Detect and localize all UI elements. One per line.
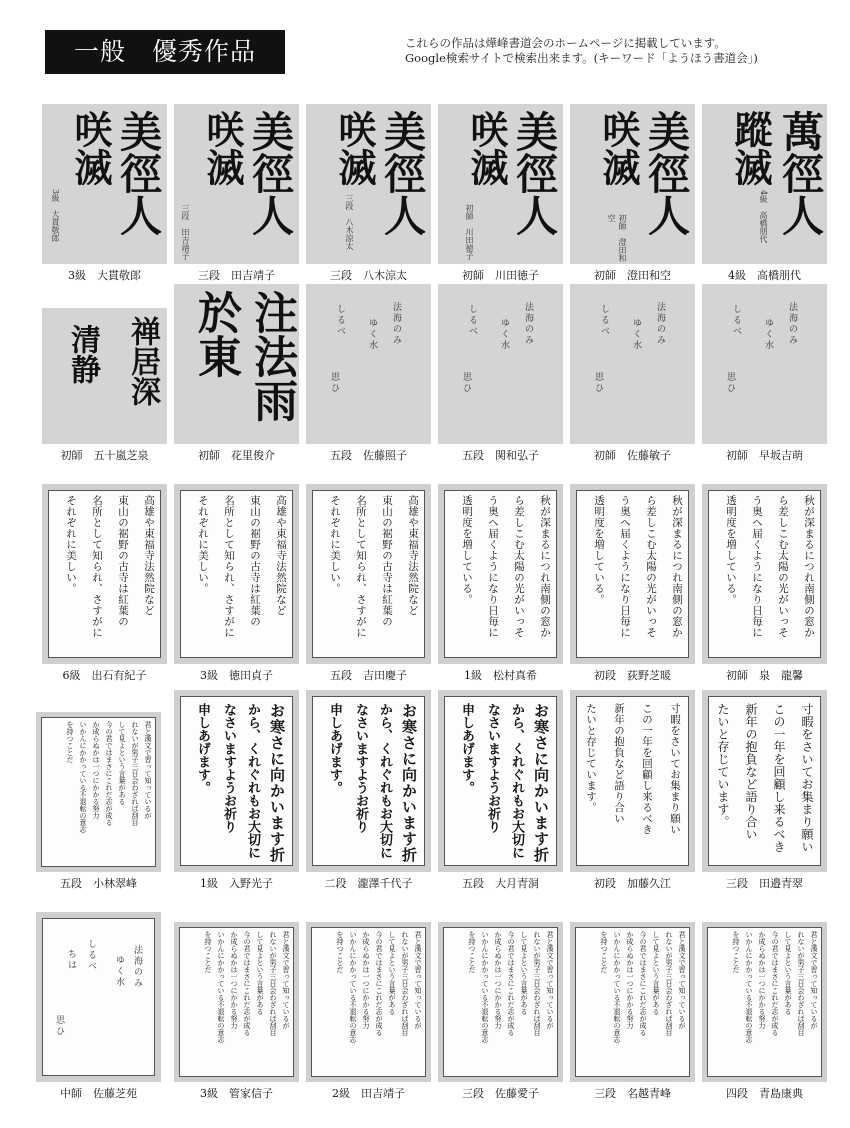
- signature: 思ひ: [461, 372, 471, 394]
- artwork-image: [174, 284, 299, 444]
- artwork-caption: 五段 吉田慶子: [330, 669, 407, 682]
- artwork-image: [570, 690, 695, 872]
- intro-line-1: これらの作品は燁峰書道会のホームページに掲載しています。: [405, 36, 726, 50]
- calligraphy-column: 於東: [190, 290, 241, 378]
- artwork-card[interactable]: [438, 284, 563, 463]
- artwork-image: [702, 284, 827, 444]
- artwork-caption: 初師 佐藤敏子: [594, 449, 671, 462]
- text-column: 秋が深まるにつれ南側の窓か: [803, 495, 815, 638]
- signature: 3級 大貫敬郎: [51, 189, 60, 243]
- text-column: いかんにかかっている不退転の意志: [349, 931, 357, 1043]
- text-column: れないが男子三日会わざれば刮目: [269, 931, 277, 1036]
- calligraphy-column: 萬徑人: [776, 110, 825, 236]
- artwork-image: [306, 922, 431, 1082]
- intro-text: [405, 36, 758, 66]
- artwork-card[interactable]: [570, 922, 695, 1101]
- text-column: して見よという言葉がある: [388, 931, 396, 1015]
- artwork-image: [174, 922, 299, 1082]
- text-column: れないが男子三日会わざれば刮目: [533, 931, 541, 1036]
- calligraphy-column: 法海のみ: [132, 945, 142, 989]
- calligraphy-column: ゆく水: [499, 318, 509, 351]
- artwork-card[interactable]: [438, 922, 563, 1101]
- artwork-card[interactable]: [438, 690, 563, 891]
- text-column: して見よという言葉がある: [118, 721, 126, 805]
- artwork-image: [570, 922, 695, 1082]
- text-column: か成らぬかは一つにかかる努力: [92, 721, 100, 819]
- text-column: して見よという言葉がある: [652, 931, 660, 1015]
- text-column: ら差しこむ太陽の光がいっそ: [645, 495, 657, 638]
- text-column: 君と漢文で習って知っているが: [810, 931, 818, 1029]
- text-column: 名所として知られ、さすがに: [355, 495, 367, 638]
- text-column: 君と漢文で習って知っているが: [144, 721, 152, 819]
- text-column: 新年の抱負など語り合い: [613, 703, 625, 824]
- text-column: 今の君ではまさにこれだ志が成る: [375, 931, 383, 1036]
- artwork-card[interactable]: [42, 104, 167, 283]
- text-column: して見よという言葉がある: [520, 931, 528, 1015]
- signature: 初師 澄田和空: [607, 214, 627, 262]
- artwork-card[interactable]: [306, 690, 431, 891]
- text-column: を持つことだ: [600, 931, 608, 973]
- text-column: それぞれに美しい。: [329, 495, 341, 594]
- text-column: か成らぬかは一つにかかる努力: [362, 931, 370, 1029]
- text-column: いかんにかかっている不退転の意志: [217, 931, 225, 1043]
- artwork-image: [438, 284, 563, 444]
- text-column: から、くれぐれもお大切に: [245, 703, 260, 859]
- signature: 思ひ: [725, 372, 735, 394]
- artwork-card[interactable]: [42, 308, 167, 463]
- artwork-image: [174, 690, 299, 872]
- artwork-card[interactable]: [570, 284, 695, 463]
- artwork-card[interactable]: [570, 104, 695, 283]
- calligraphy-column: 蹤滅: [728, 110, 773, 186]
- artwork-image: [438, 484, 563, 664]
- calligraphy-column: しるべ: [731, 304, 741, 337]
- artwork-image: [702, 104, 827, 264]
- text-column: から、くれぐれもお大切に: [509, 703, 524, 859]
- artwork-caption: 3級 管家信子: [200, 1087, 273, 1100]
- text-column: 高雄や東福寺法然院など: [407, 495, 419, 616]
- text-column: を持つことだ: [204, 931, 212, 973]
- text-column: して見よという言葉がある: [784, 931, 792, 1015]
- artwork-caption: 6級 出石有紀子: [62, 669, 147, 682]
- artwork-image: [174, 484, 299, 664]
- artwork-caption: 三段 八木涼太: [330, 269, 407, 282]
- artwork-caption: 初師 五十嵐芝泉: [60, 449, 149, 462]
- artwork-caption: 三段 田吉靖子: [198, 269, 275, 282]
- text-column: ら差しこむ太陽の光がいっそ: [513, 495, 525, 638]
- text-column: なさいますようお祈り: [485, 703, 500, 833]
- text-column: 君と漢文で習って知っているが: [414, 931, 422, 1029]
- text-column: 秋が深まるにつれ南側の窓か: [671, 495, 683, 638]
- artwork-card[interactable]: [438, 484, 563, 683]
- artwork-caption: 中師 佐藤芝苑: [60, 1087, 137, 1100]
- text-column: いかんにかかっている不退転の意志: [745, 931, 753, 1043]
- artwork-image: [42, 308, 167, 444]
- calligraphy-column: 咲滅: [596, 110, 641, 186]
- artwork-card[interactable]: [702, 922, 827, 1101]
- artwork-card[interactable]: [42, 484, 167, 683]
- artwork-card[interactable]: [174, 690, 299, 891]
- text-column: れないが男子三日会わざれば刮目: [131, 721, 139, 826]
- artwork-card[interactable]: [570, 484, 695, 683]
- text-column: お寒さに向かいます折: [268, 703, 286, 863]
- text-column: 東山の裾野の古寺は紅葉の: [117, 495, 129, 627]
- text-column: 高雄や東福寺法然院など: [143, 495, 155, 616]
- text-column: 申しあげます。: [459, 703, 474, 794]
- text-column: 高雄や東福寺法然院など: [275, 495, 287, 616]
- text-column: この一年を回顧し来るべき: [641, 703, 653, 835]
- text-column: ら差しこむ太陽の光がいっそ: [777, 495, 789, 638]
- text-column: う奥へ届くようになり日毎に: [619, 495, 631, 638]
- text-column: 今の君ではまさにこれだ志が成る: [771, 931, 779, 1036]
- artwork-caption: 4級 高橋朋代: [728, 269, 801, 282]
- artwork-image: [42, 484, 167, 664]
- artwork-card[interactable]: [174, 104, 299, 283]
- text-column: 今の君ではまさにこれだ志が成る: [105, 721, 113, 826]
- calligraphy-column: 美徑人: [378, 110, 427, 236]
- artwork-card[interactable]: [174, 922, 299, 1101]
- artwork-card[interactable]: [702, 104, 827, 283]
- text-column: いかんにかかっている不退転の意志: [481, 931, 489, 1043]
- text-column: 君と漢文で習って知っているが: [282, 931, 290, 1029]
- signature: 思ひ: [329, 372, 339, 394]
- artwork-card[interactable]: [570, 690, 695, 891]
- calligraphy-column: しるべ: [335, 304, 345, 337]
- intro-line-2: Google検索サイトで検索出来ます。(キーワード「ようほう書道会」): [405, 51, 758, 65]
- text-column: それぞれに美しい。: [197, 495, 209, 594]
- artwork-caption: 四段 青島康典: [726, 1087, 803, 1100]
- calligraphy-column: 咲滅: [68, 110, 113, 186]
- calligraphy-column: ゆく水: [763, 318, 773, 351]
- text-column: 秋が深まるにつれ南側の窓か: [539, 495, 551, 638]
- calligraphy-column: しるべ: [599, 304, 609, 337]
- text-column: 君と漢文で習って知っているが: [546, 931, 554, 1029]
- artwork-image: [42, 104, 167, 264]
- text-column: お寒さに向かいます折: [400, 703, 418, 863]
- signature: 初師 川田徳子: [465, 204, 474, 260]
- artwork-image: [702, 922, 827, 1082]
- page-title: 一般 優秀作品: [45, 30, 285, 74]
- text-column: 寸暇をさいてお集まり願い: [669, 703, 681, 835]
- artwork-card[interactable]: [702, 284, 827, 463]
- artwork-image: [36, 712, 161, 872]
- artwork-caption: 五段 大月青洞: [462, 877, 539, 890]
- signature: 三段 八木涼太: [345, 194, 354, 250]
- artwork-caption: 五段 小林翠峰: [60, 877, 137, 890]
- artwork-caption: 初師 澄田和空: [594, 269, 671, 282]
- artwork-card[interactable]: [306, 922, 431, 1101]
- calligraphy-column: 咲滅: [200, 110, 245, 186]
- text-column: 名所として知られ、さすがに: [91, 495, 103, 638]
- signature: 思ひ: [593, 372, 603, 394]
- text-column: 今の君ではまさにこれだ志が成る: [639, 931, 647, 1036]
- artwork-image: [36, 912, 161, 1082]
- text-column: 君と漢文で習って知っているが: [678, 931, 686, 1029]
- calligraphy-column: ちは: [66, 949, 76, 971]
- artwork-caption: 3級 大貫敬郎: [68, 269, 141, 282]
- text-column: 申しあげます。: [195, 703, 210, 794]
- artwork-image: [306, 484, 431, 664]
- artwork-image: [438, 690, 563, 872]
- calligraphy-column: 法海のみ: [391, 302, 401, 346]
- text-column: 透明度を増している。: [725, 495, 737, 605]
- artwork-caption: 初師 花里俊介: [198, 449, 275, 462]
- calligraphy-column: 禅居深: [125, 316, 160, 406]
- text-column: 名所として知られ、さすがに: [223, 495, 235, 638]
- artwork-caption: 1級 松村真希: [464, 669, 537, 682]
- text-column: 東山の裾野の古寺は紅葉の: [381, 495, 393, 627]
- text-column: か成らぬかは一つにかかる努力: [494, 931, 502, 1029]
- artwork-caption: 3級 徳田貞子: [200, 669, 273, 682]
- artwork-caption: 初師 泉 龍馨: [726, 669, 803, 682]
- artwork-image: [570, 284, 695, 444]
- artwork-image: [570, 484, 695, 664]
- text-column: お寒さに向かいます折: [532, 703, 550, 863]
- artwork-caption: 五段 佐藤照子: [330, 449, 407, 462]
- artwork-caption: 1級 入野光子: [200, 877, 273, 890]
- calligraphy-column: しるべ: [467, 304, 477, 337]
- text-column: う奥へ届くようになり日毎に: [487, 495, 499, 638]
- calligraphy-column: 美徑人: [510, 110, 559, 236]
- artwork-image: [174, 104, 299, 264]
- text-column: なさいますようお祈り: [221, 703, 236, 833]
- calligraphy-column: 法海のみ: [523, 302, 533, 346]
- calligraphy-column: 咲滅: [332, 110, 377, 186]
- artwork-image: [702, 690, 827, 872]
- calligraphy-column: 美徑人: [114, 110, 163, 236]
- text-column: を持つことだ: [732, 931, 740, 973]
- text-column: れないが男子三日会わざれば刮目: [665, 931, 673, 1036]
- artwork-caption: 初段 荻野芝暖: [594, 669, 671, 682]
- text-column: を持つことだ: [468, 931, 476, 973]
- text-column: か成らぬかは一つにかかる努力: [230, 931, 238, 1029]
- text-column: 新年の抱負など語り合い: [744, 703, 758, 841]
- artwork-image: [570, 104, 695, 264]
- text-column: 今の君ではまさにこれだ志が成る: [243, 931, 251, 1036]
- artwork-caption: 二段 瀧澤千代子: [324, 877, 413, 890]
- text-column: を持つことだ: [66, 721, 74, 763]
- artwork-card[interactable]: [174, 484, 299, 683]
- calligraphy-column: ゆく水: [114, 955, 124, 988]
- calligraphy-column: 美徑人: [642, 110, 691, 236]
- text-column: たいと存じています。: [585, 703, 597, 813]
- text-column: 申しあげます。: [327, 703, 342, 794]
- text-column: か成らぬかは一つにかかる努力: [626, 931, 634, 1029]
- artwork-card[interactable]: [36, 912, 161, 1101]
- artwork-image: [438, 922, 563, 1082]
- signature: 4級 高橋朋代: [759, 190, 768, 244]
- calligraphy-column: 清静: [65, 324, 100, 384]
- artwork-card[interactable]: [306, 104, 431, 283]
- text-column: か成らぬかは一つにかかる努力: [758, 931, 766, 1029]
- text-column: から、くれぐれもお大切に: [377, 703, 392, 859]
- text-column: 透明度を増している。: [461, 495, 473, 605]
- calligraphy-column: 法海のみ: [787, 302, 797, 346]
- artwork-caption: 三段 田邉青翠: [726, 877, 803, 890]
- text-column: れないが男子三日会わざれば刮目: [797, 931, 805, 1036]
- artwork-caption: 三段 名越青峰: [594, 1087, 671, 1100]
- calligraphy-column: 咲滅: [464, 110, 509, 186]
- text-column: 寸暇をさいてお集まり願い: [800, 703, 814, 853]
- text-column: 東山の裾野の古寺は紅葉の: [249, 495, 261, 627]
- artwork-caption: 五段 関和弘子: [462, 449, 539, 462]
- calligraphy-column: 注法雨: [246, 290, 297, 422]
- artwork-image: [306, 284, 431, 444]
- artwork-caption: 初段 加藤久江: [594, 877, 671, 890]
- artwork-card[interactable]: [702, 484, 827, 683]
- artwork-image: [306, 690, 431, 872]
- calligraphy-column: ゆく水: [631, 318, 641, 351]
- artwork-image: [702, 484, 827, 664]
- text-column: う奥へ届くようになり日毎に: [751, 495, 763, 638]
- signature: 思ひ: [54, 1015, 64, 1037]
- artwork-caption: 三段 佐藤愛子: [462, 1087, 539, 1100]
- text-column: して見よという言葉がある: [256, 931, 264, 1015]
- text-column: この一年を回顧し来るべき: [772, 703, 786, 853]
- artwork-card[interactable]: [702, 690, 827, 891]
- artwork-caption: 2級 田吉靖子: [332, 1087, 405, 1100]
- text-column: れないが男子三日会わざれば刮目: [401, 931, 409, 1036]
- text-column: いかんにかかっている不退転の意志: [79, 721, 87, 833]
- artwork-caption: 初師 早坂吉萌: [726, 449, 803, 462]
- artwork-card[interactable]: [438, 104, 563, 283]
- calligraphy-column: 法海のみ: [655, 302, 665, 346]
- text-column: を持つことだ: [336, 931, 344, 973]
- calligraphy-column: しるべ: [86, 939, 96, 972]
- artwork-image: [438, 104, 563, 264]
- artwork-card[interactable]: [306, 284, 431, 463]
- calligraphy-column: 美徑人: [246, 110, 295, 236]
- artwork-image: [306, 104, 431, 264]
- text-column: たいと存じています。: [716, 703, 730, 828]
- signature: 三段 田吉靖子: [181, 204, 190, 260]
- artwork-card[interactable]: [36, 712, 161, 891]
- text-column: なさいますようお祈り: [353, 703, 368, 833]
- text-column: 今の君ではまさにこれだ志が成る: [507, 931, 515, 1036]
- text-column: それぞれに美しい。: [65, 495, 77, 594]
- artwork-card[interactable]: [174, 284, 299, 463]
- artwork-caption: 初師 川田徳子: [462, 269, 539, 282]
- artwork-card[interactable]: [306, 484, 431, 683]
- text-column: 透明度を増している。: [593, 495, 605, 605]
- text-column: いかんにかかっている不退転の意志: [613, 931, 621, 1043]
- calligraphy-column: ゆく水: [367, 318, 377, 351]
